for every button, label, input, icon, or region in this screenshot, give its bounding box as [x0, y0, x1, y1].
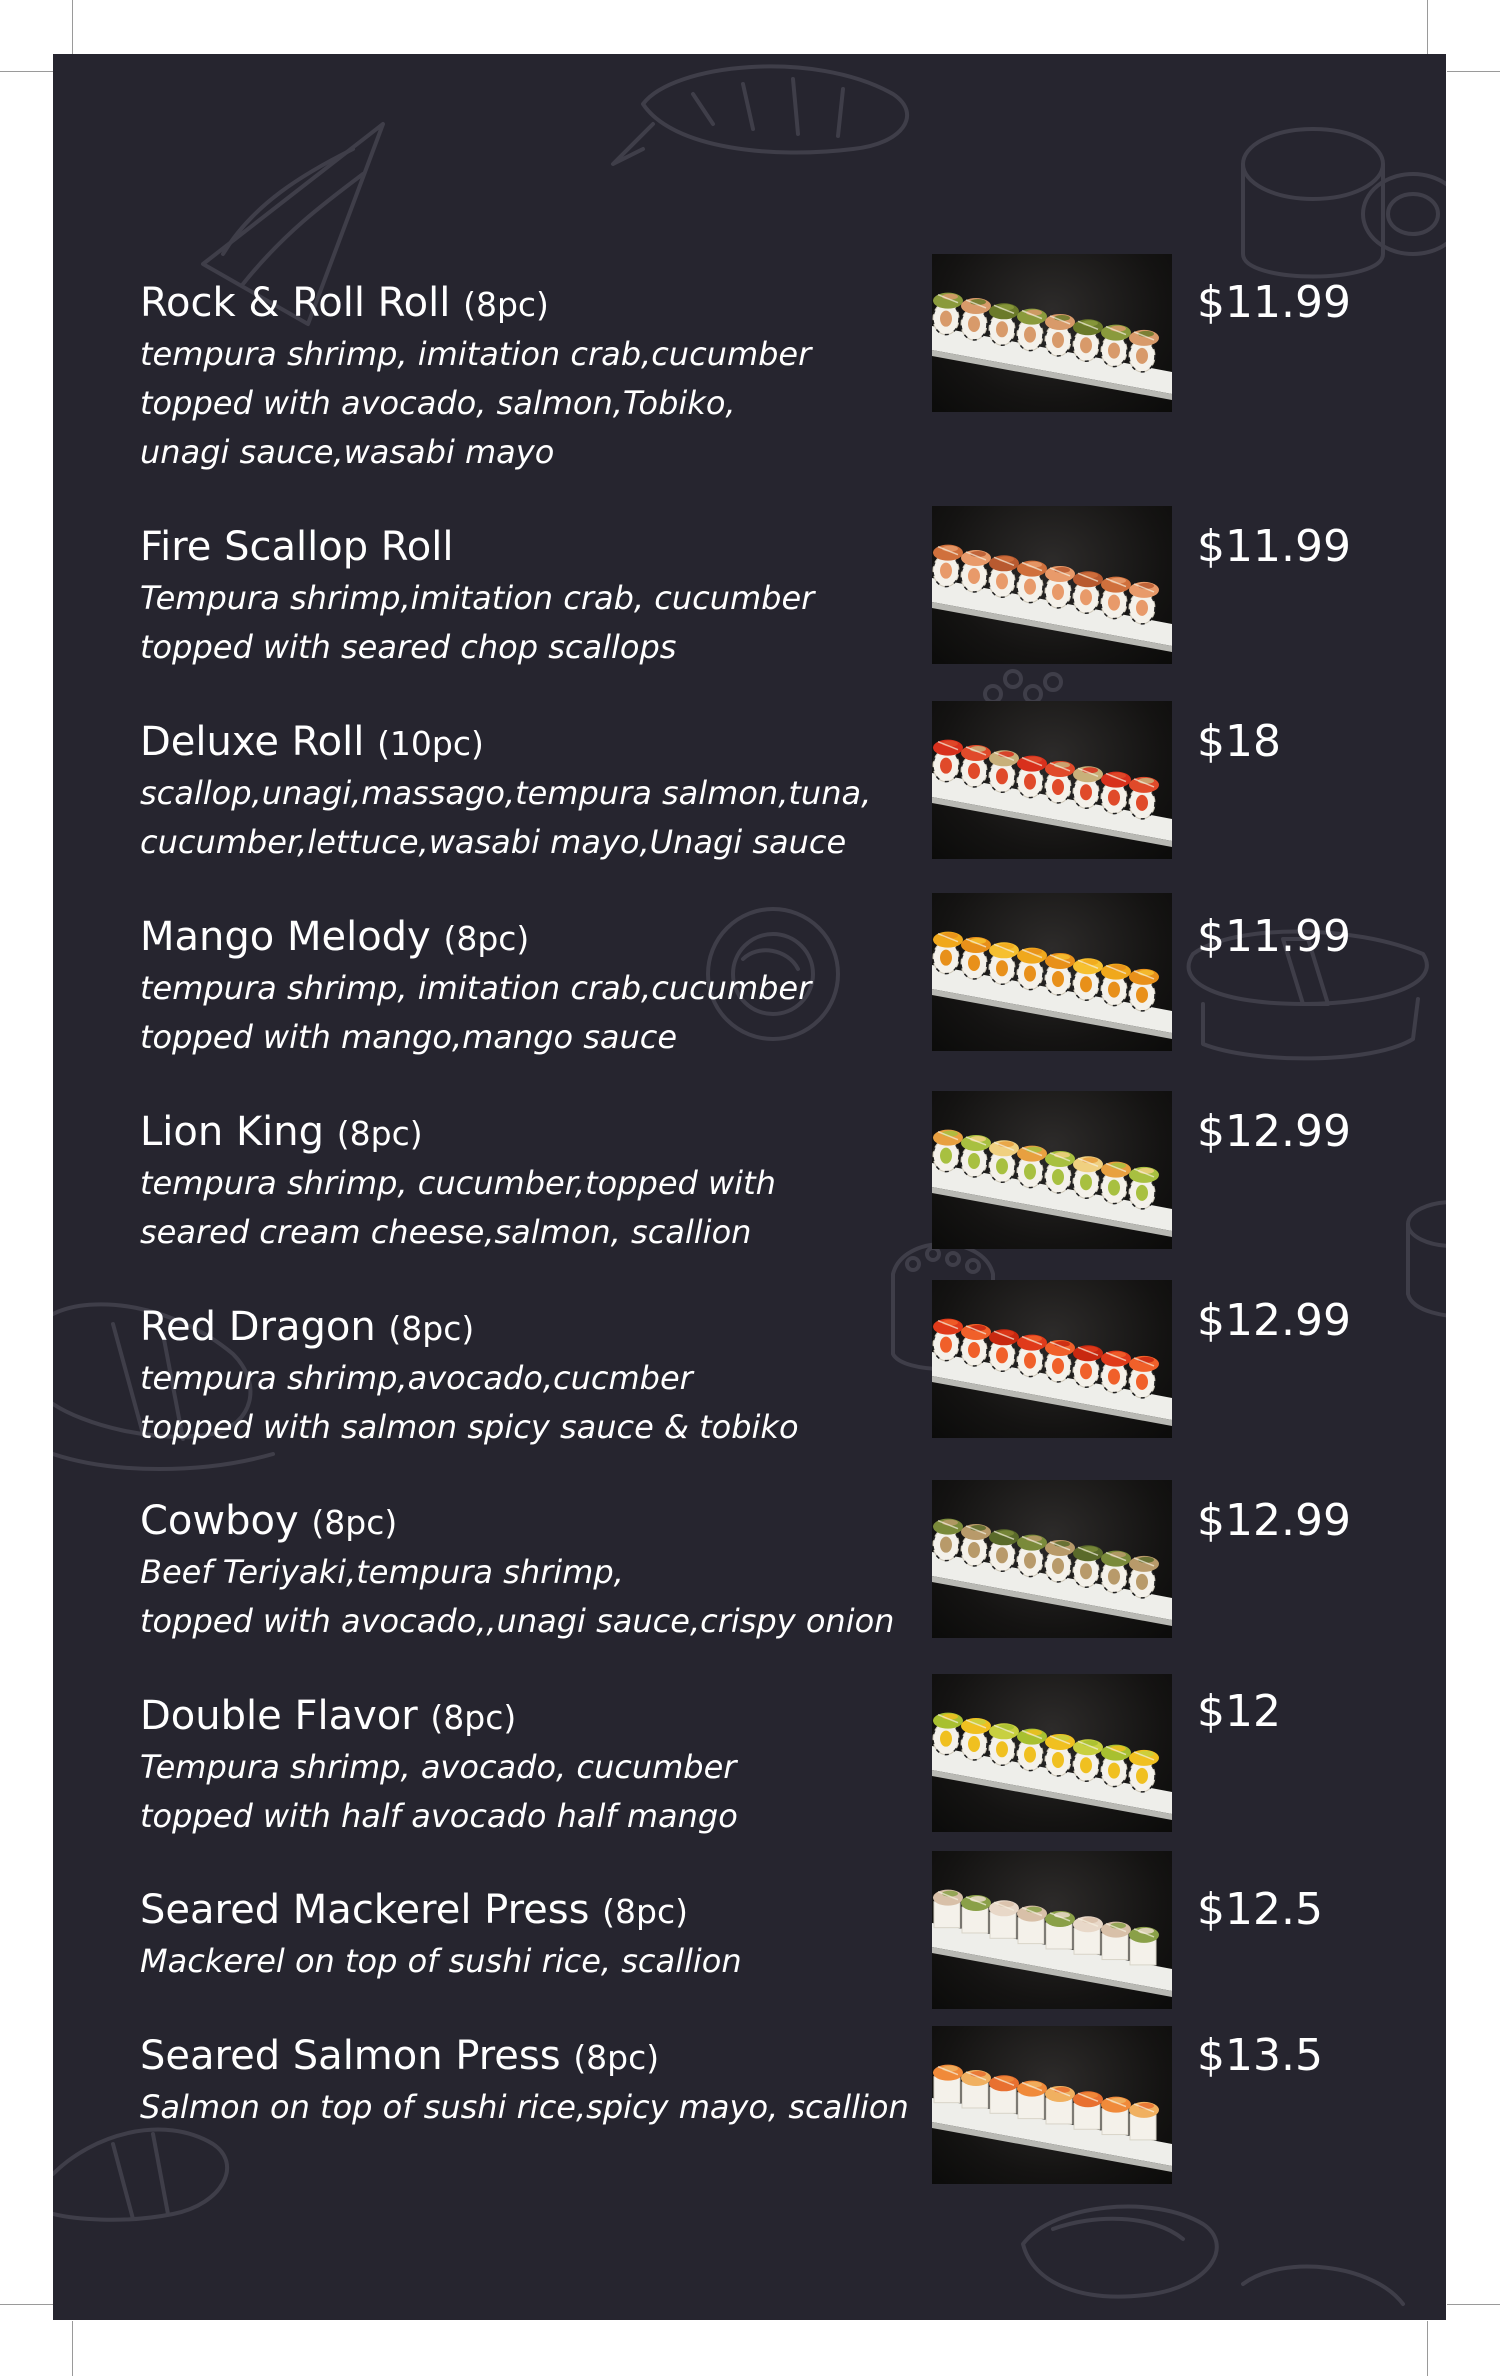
description-line: unagi sauce,wasabi mayo: [140, 433, 555, 471]
item-price: $11.99: [1197, 521, 1351, 572]
item-price: $12.99: [1197, 1295, 1351, 1346]
item-name: [140, 2031, 659, 2083]
photo-drawing: [932, 1851, 1172, 2009]
piece-count: (8pc): [602, 1892, 688, 1931]
description-line: topped with mango,mango sauce: [140, 1018, 678, 1056]
crop-mark: [1447, 2304, 1500, 2305]
description-line: Tempura shrimp, avocado, cucumber: [140, 1748, 737, 1786]
item-name: [140, 1302, 474, 1354]
description-line: Mackerel on top of sushi rice, scallion: [140, 1942, 742, 1980]
photo-drawing: [932, 1674, 1172, 1832]
piece-count: (8pc): [336, 1114, 423, 1153]
sushi-roll-photo: [932, 254, 1172, 412]
description-line: Salmon on top of sushi rice,spicy mayo, scallion: [140, 2088, 909, 2126]
item-name-text: Deluxe Roll: [140, 719, 365, 765]
description-line: Tempura shrimp,imitation crab, cucumber: [140, 579, 815, 617]
item-name-text: Double Flavor: [140, 1693, 418, 1739]
sushi-roll-photo: [932, 1480, 1172, 1638]
item-name-text: Red Dragon: [140, 1304, 376, 1350]
sushi-roll-photo: [932, 1674, 1172, 1832]
photo-drawing: [932, 1280, 1172, 1438]
item-description: [140, 964, 811, 1062]
item-name-text: Seared Salmon Press: [140, 2033, 561, 2079]
crop-mark: [72, 2321, 73, 2376]
description-line: tempura shrimp, imitation crab,cucumber: [140, 969, 812, 1007]
description-line: tempura shrimp,avocado,cucmber: [140, 1359, 693, 1397]
photo-drawing: [932, 506, 1172, 664]
photo-drawing: [932, 2026, 1172, 2184]
item-description: [140, 2083, 909, 2132]
item-description: [140, 1354, 799, 1452]
photo-drawing: [932, 1480, 1172, 1638]
item-description: [140, 1937, 742, 1986]
description-line: seared cream cheese,salmon, scallion: [140, 1213, 752, 1251]
sushi-roll-photo: [932, 1091, 1172, 1249]
crop-mark: [1447, 71, 1500, 72]
item-name: [140, 717, 484, 769]
item-description: [140, 1548, 894, 1646]
description-line: topped with avocado,,unagi sauce,crispy onion: [140, 1602, 895, 1640]
description-line: Beef Teriyaki,tempura shrimp,: [140, 1553, 624, 1591]
item-description: [140, 330, 811, 477]
pressed-sushi-photo: [932, 1851, 1172, 2009]
item-name: [140, 1107, 423, 1159]
item-price: $11.99: [1197, 911, 1351, 962]
photo-drawing: [932, 254, 1172, 412]
piece-count: (8pc): [573, 2038, 660, 2077]
sushi-roll-photo: [932, 893, 1172, 1051]
item-description: [140, 574, 814, 672]
item-description: [140, 769, 871, 867]
crop-mark: [1427, 2321, 1428, 2376]
item-name: [140, 522, 454, 574]
item-price: $11.99: [1197, 277, 1351, 328]
photo-drawing: [932, 1091, 1172, 1249]
item-price: $12.99: [1197, 1495, 1351, 1546]
crop-mark: [0, 2304, 53, 2305]
description-line: tempura shrimp, cucumber,topped with: [140, 1164, 776, 1202]
description-line: cucumber,lettuce,wasabi mayo,Unagi sauce: [140, 823, 847, 861]
sushi-roll-photo: [932, 701, 1172, 859]
item-name-text: Cowboy: [140, 1498, 299, 1544]
crop-mark: [1427, 0, 1428, 54]
description-line: scallop,unagi,massago,tempura salmon,tuna,: [140, 774, 872, 812]
item-price: $12.99: [1197, 1106, 1351, 1157]
piece-count: (8pc): [388, 1309, 475, 1348]
item-price: $13.5: [1197, 2030, 1323, 2081]
item-name-text: Fire Scallop Roll: [140, 524, 454, 570]
item-name-text: Seared Mackerel Press: [140, 1887, 590, 1933]
piece-count: (8pc): [443, 919, 530, 958]
description-line: topped with half avocado half mango: [140, 1797, 738, 1835]
item-name: [140, 1691, 516, 1743]
piece-count: (8pc): [311, 1503, 398, 1542]
item-name: [140, 1885, 688, 1937]
item-name: [140, 1496, 397, 1548]
photo-drawing: [932, 893, 1172, 1051]
item-name-text: Mango Melody: [140, 914, 431, 960]
sushi-roll-photo: [932, 1280, 1172, 1438]
piece-count: (10pc): [377, 724, 484, 763]
piece-count: (8pc): [430, 1698, 517, 1737]
item-description: [140, 1159, 776, 1257]
menu-panel: [53, 54, 1446, 2320]
description-line: topped with salmon spicy sauce & tobiko: [140, 1408, 799, 1446]
description-line: topped with seared chop scallops: [140, 628, 677, 666]
item-price: $12: [1197, 1686, 1281, 1737]
crop-mark: [72, 0, 73, 54]
sushi-roll-photo: [932, 506, 1172, 664]
item-name: [140, 278, 549, 330]
item-description: [140, 1743, 738, 1841]
description-line: tempura shrimp, imitation crab,cucumber: [140, 335, 812, 373]
item-price: $18: [1197, 716, 1281, 767]
crop-mark: [0, 71, 53, 72]
photo-drawing: [932, 701, 1172, 859]
item-price: $12.5: [1197, 1884, 1323, 1935]
description-line: topped with avocado, salmon,Tobiko,: [140, 384, 736, 422]
item-name: [140, 912, 529, 964]
piece-count: (8pc): [463, 285, 549, 324]
pressed-sushi-photo: [932, 2026, 1172, 2184]
item-name-text: Rock & Roll Roll: [140, 280, 451, 326]
item-name-text: Lion King: [140, 1109, 325, 1155]
